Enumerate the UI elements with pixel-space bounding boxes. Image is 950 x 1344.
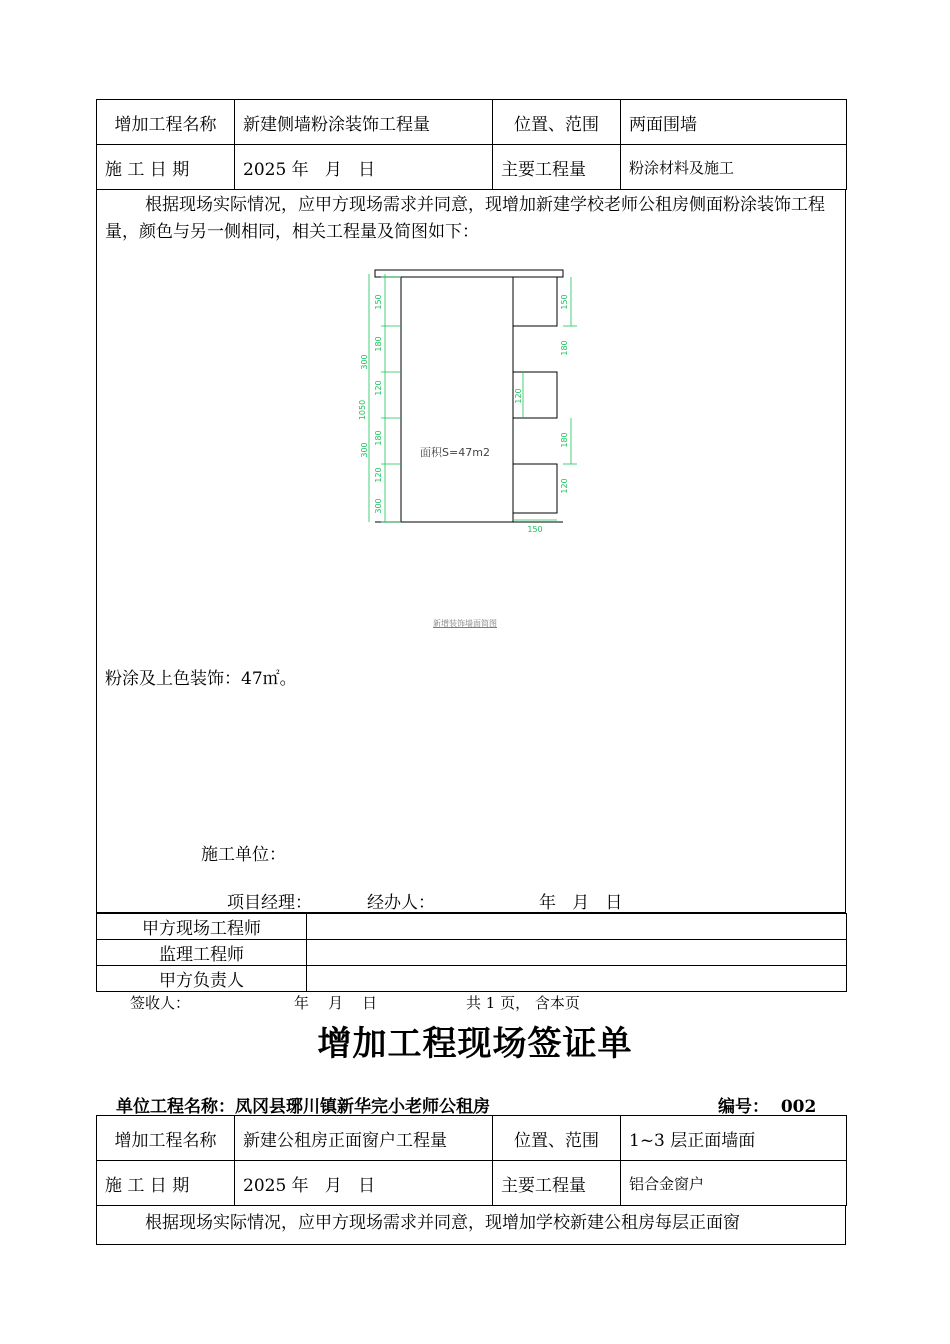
table-row bbox=[97, 914, 847, 940]
approver-3-sign[interactable] bbox=[307, 966, 847, 992]
approver-1-sign[interactable] bbox=[307, 914, 847, 940]
dim-left-4: 120 bbox=[374, 380, 383, 396]
qty-label: 主要工程量 bbox=[493, 145, 621, 190]
dim-right-2: 180 bbox=[560, 340, 569, 356]
location-label: 位置、范围 bbox=[493, 100, 621, 145]
description-cell bbox=[96, 190, 846, 913]
dim-right-3: 120 bbox=[514, 388, 523, 404]
dim-left-2: 180 bbox=[374, 336, 383, 352]
dim-left-7: 300 bbox=[360, 442, 369, 458]
form-2 bbox=[96, 1115, 846, 1245]
approver-3: 甲方负责人 bbox=[97, 966, 307, 992]
dim-left-3: 300 bbox=[360, 354, 369, 370]
approver-2: 监理工程师 bbox=[97, 940, 307, 966]
dim-right-5: 120 bbox=[560, 478, 569, 494]
date-value: 2025 年 月 日 bbox=[235, 1161, 493, 1206]
table-row bbox=[97, 100, 847, 145]
receipt-label: 签收人： bbox=[130, 994, 191, 1012]
sketch-cap bbox=[375, 270, 563, 277]
sketch-dimensions bbox=[369, 274, 577, 522]
location-value: 1~3 层正面墙面 bbox=[621, 1116, 847, 1161]
sketch-step-1 bbox=[513, 277, 557, 326]
receipt-date: 年 月 日 bbox=[294, 994, 378, 1012]
approval-table bbox=[96, 913, 847, 992]
dim-right-1: 150 bbox=[560, 294, 569, 310]
dim-left-5: 1050 bbox=[358, 399, 367, 421]
name-label: 增加工程名称 bbox=[97, 1116, 235, 1161]
form2-header-table bbox=[96, 1115, 847, 1206]
pm-label: 项目经理： bbox=[227, 893, 312, 913]
table-row bbox=[97, 1116, 847, 1161]
dim-right-4: 180 bbox=[560, 432, 569, 448]
number-label: 编号： 002 bbox=[718, 1097, 817, 1117]
qty-value: 铝合金窗户 bbox=[621, 1161, 847, 1206]
sketch-step-3 bbox=[513, 464, 557, 513]
name-value: 新建侧墙粉涂装饰工程量 bbox=[235, 100, 493, 145]
wall-sketch bbox=[358, 268, 579, 534]
handler-label: 经办人： bbox=[367, 893, 435, 913]
dim-left-8: 120 bbox=[374, 467, 383, 483]
table-row bbox=[97, 1161, 847, 1206]
qty-label: 主要工程量 bbox=[493, 1161, 621, 1206]
approver-1: 甲方现场工程师 bbox=[97, 914, 307, 940]
dim-bottom: 150 bbox=[527, 525, 543, 534]
name-value: 新建公租房正面窗户工程量 bbox=[235, 1116, 493, 1161]
approver-2-sign[interactable] bbox=[307, 940, 847, 966]
pages-text: 共 1 页， 含本页 bbox=[466, 994, 580, 1012]
date-value: 2025 年 月 日 bbox=[235, 145, 493, 190]
dim-left-1: 150 bbox=[374, 294, 383, 310]
form-1 bbox=[96, 99, 846, 992]
location-label: 位置、范围 bbox=[493, 1116, 621, 1161]
dim-left-6: 180 bbox=[374, 430, 383, 446]
table-row bbox=[97, 966, 847, 992]
area-label: 面积S=47m2 bbox=[420, 446, 490, 459]
sketch-caption: 新增装饰墙面简图 bbox=[433, 619, 497, 628]
table-row bbox=[97, 940, 847, 966]
date-label: 施 工 日 期 bbox=[97, 145, 235, 190]
project-label: 单位工程名称：凤冈县琊川镇新华完小老师公租房 bbox=[116, 1097, 490, 1117]
area-text: 粉涂及上色装饰：47㎡。 bbox=[105, 669, 297, 689]
form1-header-table bbox=[96, 99, 847, 190]
location-value: 两面围墙 bbox=[621, 100, 847, 145]
sign-date: 年 月 日 bbox=[539, 893, 623, 913]
date-label: 施 工 日 期 bbox=[97, 1161, 235, 1206]
form2-title: 增加工程现场签证单 bbox=[317, 1024, 633, 1064]
unit-label: 施工单位： bbox=[201, 845, 286, 865]
name-label: 增加工程名称 bbox=[97, 100, 235, 145]
form2-description-text: 根据现场实际情况，应甲方现场需求并同意，现增加学校新建公租房每层正面窗 bbox=[145, 1213, 740, 1233]
table-row bbox=[97, 145, 847, 190]
form2-description-cell bbox=[96, 1206, 846, 1245]
description-text: 根据现场实际情况，应甲方现场需求并同意，现增加新建学校老师公租房侧面粉涂装饰工程量，颜色与另一侧相同，相关工程量及简图如下： bbox=[105, 195, 825, 242]
qty-value: 粉涂材料及施工 bbox=[621, 145, 847, 190]
dim-left-9: 300 bbox=[374, 498, 383, 514]
